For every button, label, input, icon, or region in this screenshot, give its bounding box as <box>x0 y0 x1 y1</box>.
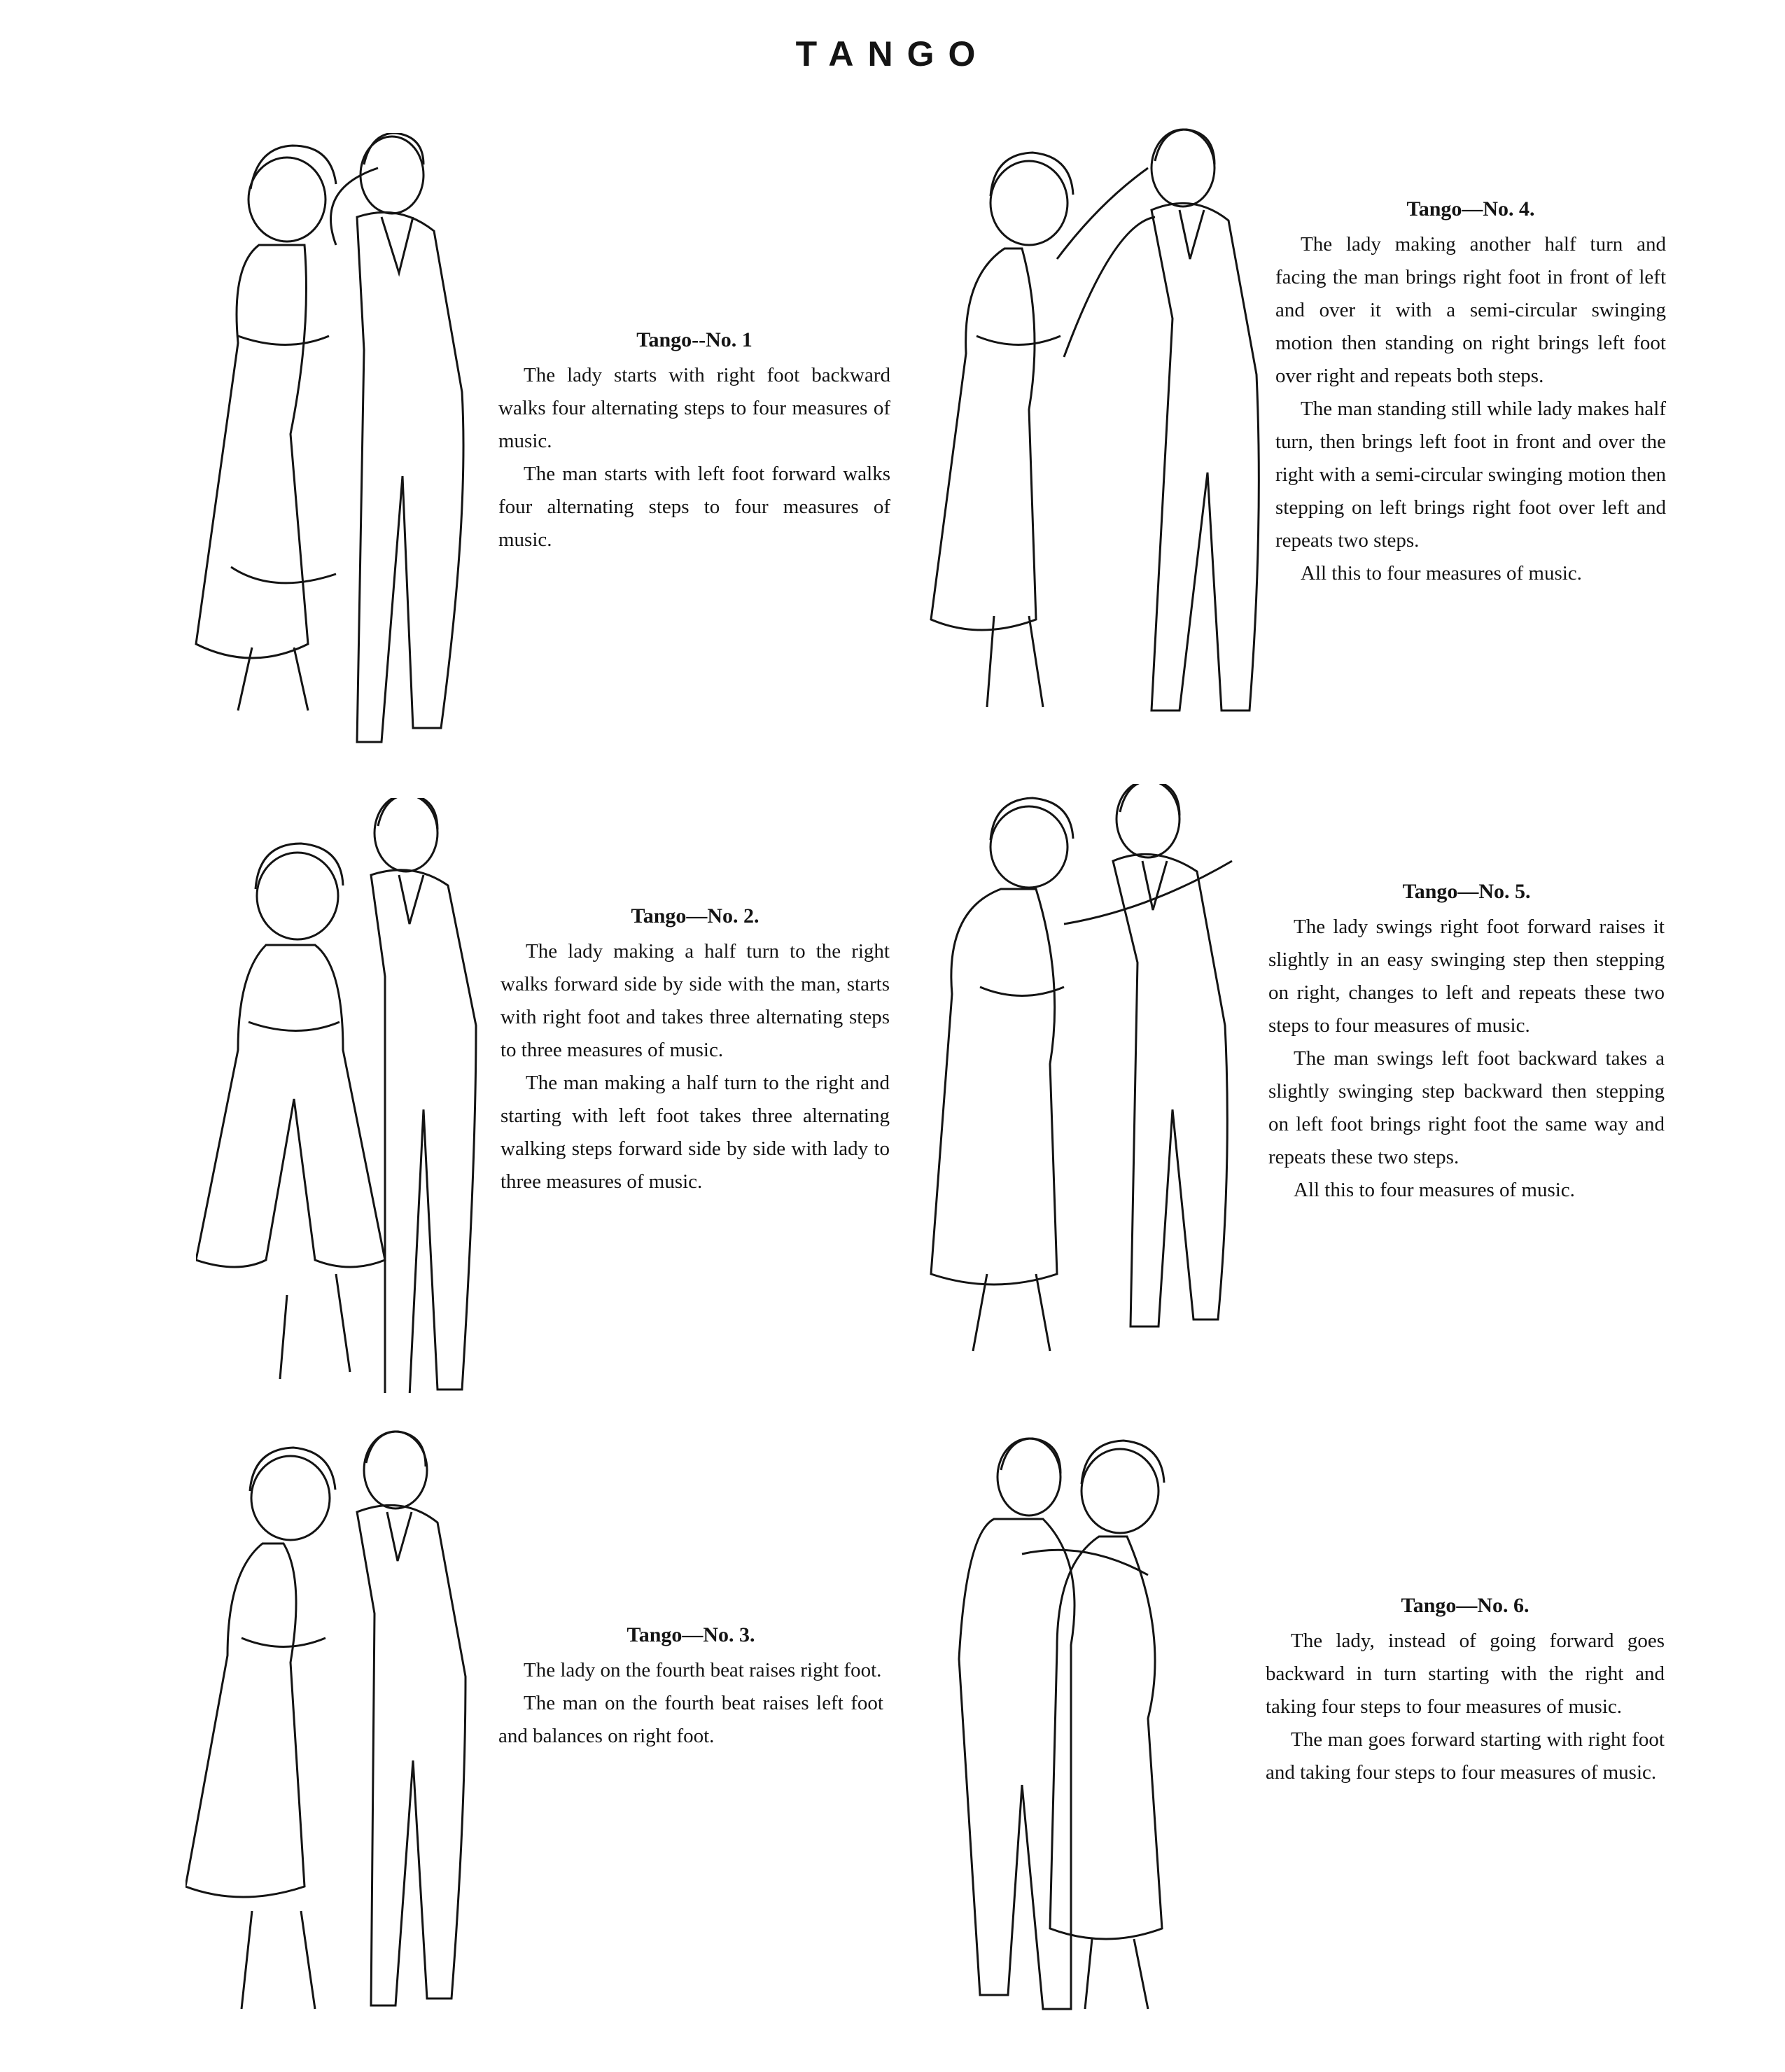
step-paragraph: The man standing still while lady makes half turn, then brings left foot in front and over the right with a semi-circular swinging motion then stepping on left brings right foot over left and repeats two steps. <box>1275 398 1666 552</box>
step-heading: Tango—No. 5. <box>1402 880 1531 903</box>
step-paragraph: The lady starts with right foot backward walks four alternating steps to four measures of music. <box>498 364 890 452</box>
figure-tango-2 <box>196 798 497 1393</box>
couple-illustration-icon <box>186 1428 493 2030</box>
step-paragraph: The man starts with left foot forward walks four alternating steps to four measures of music. <box>498 463 890 551</box>
step-paragraph: The man on the fourth beat raises left foot and balances on right foot. <box>498 1692 883 1747</box>
figure-tango-1 <box>189 133 511 749</box>
step-paragraph: The lady making another half turn and facing the man brings right foot in front of left and over it with a semi-circular swinging motion then standing on right brings left foot over right and repeats both steps. <box>1275 233 1666 387</box>
step-paragraph: The man making a half turn to the right and starting with left foot takes three alternating walking steps forward side by side with lady to three measures of music. <box>500 1072 890 1193</box>
figure-tango-6 <box>952 1421 1246 2037</box>
step-paragraph: All this to four measures of music. <box>1294 1179 1575 1201</box>
step-paragraph: The lady making a half turn to the right walks forward side by side with the man, starts with right foot and takes three alternating steps to three measures of music. <box>500 940 890 1061</box>
figure-tango-5 <box>924 784 1274 1365</box>
couple-illustration-icon <box>189 133 511 749</box>
page-title: TANGO <box>795 34 990 74</box>
step-3-text <box>498 1618 883 1753</box>
step-heading: Tango—No. 6. <box>1401 1594 1530 1617</box>
couple-illustration-icon <box>924 784 1274 1365</box>
figure-tango-4 <box>924 126 1267 721</box>
step-heading: Tango—No. 4. <box>1406 197 1535 220</box>
couple-illustration-icon <box>952 1421 1246 2037</box>
step-4-text <box>1275 192 1666 590</box>
step-paragraph: The lady on the fourth beat raises right foot. <box>524 1659 882 1681</box>
step-paragraph: The lady, instead of going forward goes backward in turn starting with the right and taking four steps to four measures of music. <box>1266 1630 1665 1718</box>
step-paragraph: The man goes forward starting with right foot and taking four steps to four measures of music. <box>1266 1728 1665 1784</box>
couple-illustration-icon <box>924 126 1267 721</box>
step-heading: Tango—No. 3. <box>626 1623 755 1646</box>
step-6-text <box>1266 1589 1665 1789</box>
step-paragraph: The lady swings right foot forward raises it slightly in an easy swinging step then stepping on right, changes to left and repeats these two steps to four measures of music. <box>1268 916 1665 1037</box>
figure-tango-3 <box>186 1428 493 2030</box>
step-5-text <box>1268 875 1665 1207</box>
couple-illustration-icon <box>196 798 497 1393</box>
step-paragraph: All this to four measures of music. <box>1301 562 1582 584</box>
step-2-text <box>500 899 890 1198</box>
step-heading: Tango--No. 1 <box>636 328 752 351</box>
step-paragraph: The man swings left foot backward takes a slightly swinging step backward then stepping on left foot brings right foot the same way and repeats these two steps. <box>1268 1047 1665 1168</box>
step-1-text <box>498 323 890 556</box>
step-heading: Tango—No. 2. <box>631 904 760 927</box>
